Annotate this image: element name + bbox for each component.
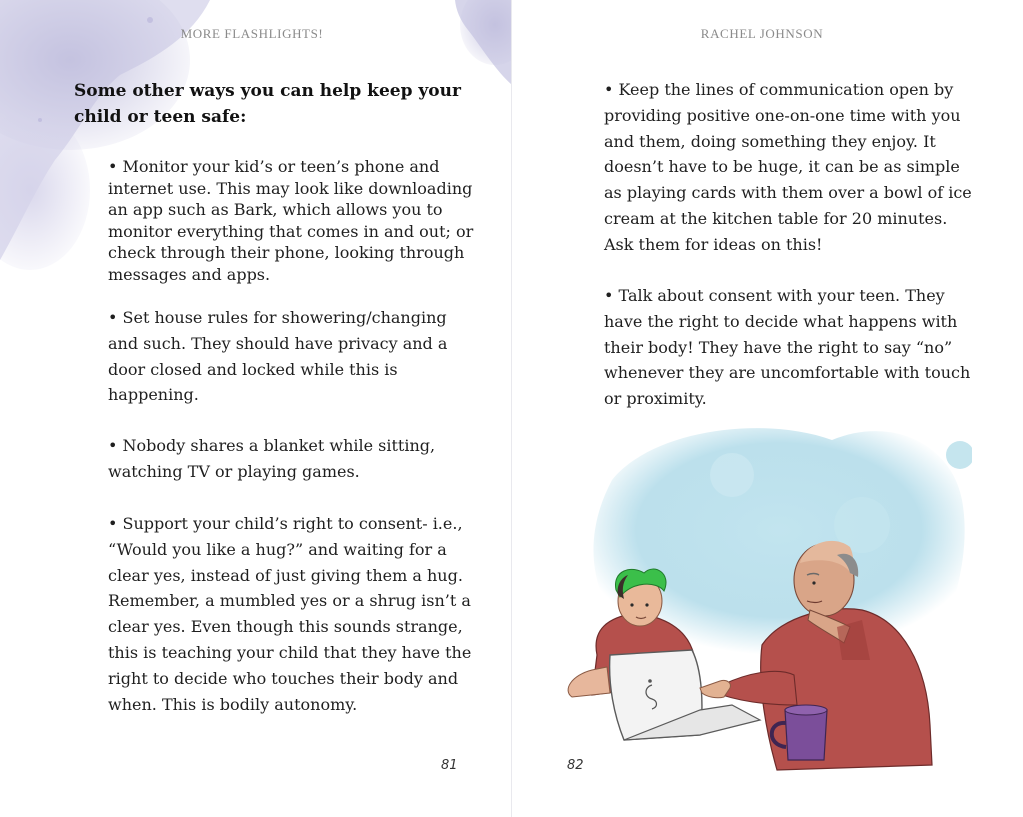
page-number: 82 bbox=[567, 758, 584, 773]
bullet-item: • Talk about consent with your teen. They have the right to decide what happens with their body! They have the right to say “no” whenever they are uncomfortable with touch or proximity. bbox=[604, 286, 971, 409]
right-page bbox=[512, 0, 1023, 817]
running-head: RACHEL JOHNSON bbox=[700, 26, 824, 41]
section-heading: Some other ways you can help keep your child or teen safe: bbox=[74, 81, 461, 127]
bullet-item: • Monitor your kid’s or teen’s phone and internet use. This may look like downloading an app such as Bark, which allows you to monitor everything that comes in and out; or check through their phone, looking through messages and apps. bbox=[108, 157, 474, 284]
bullet-item: • Keep the lines of communication open by providing positive one-on-one time with you and them, doing something they enjoy. It doesn’t have to be huge, it can be as simple as playing cards with them over a bowl of ice cream at the kitchen table for 20 minutes. Ask them for ideas on this! bbox=[604, 80, 972, 254]
page-number: 81 bbox=[441, 758, 458, 773]
running-head: MORE FLASHLIGHTS! bbox=[180, 26, 324, 41]
bullet-item: • Support your child’s right to consent- i.e., “Would you like a hug?” and waiting for a clear yes, instead of just giving them a hug. Remember, a mumbled yes or a shrug isn’t a clear yes. Even though this sounds strange, this is teaching your child that they have the right to decide who touches their body and when. This is bodily autonomy. bbox=[108, 514, 472, 714]
illustration-teen-and-grandfather bbox=[532, 405, 972, 790]
bullet-item: • Set house rules for showering/changing and such. They should have privacy and a door closed and locked while this is happening. bbox=[108, 308, 448, 405]
bullet-item: • Nobody shares a blanket while sitting, watching TV or playing games. bbox=[108, 436, 436, 481]
